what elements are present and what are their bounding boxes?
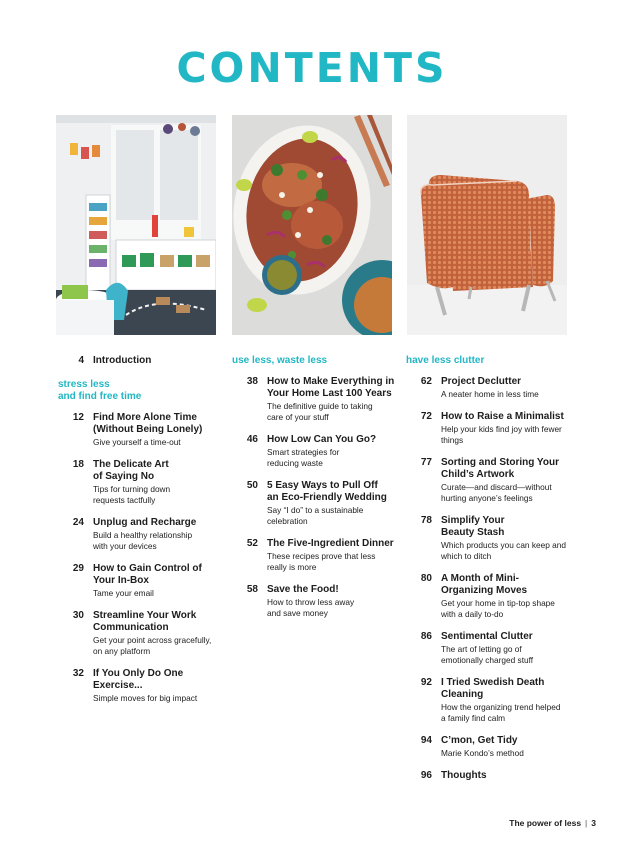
page-title: CONTENTS bbox=[176, 44, 448, 92]
entry-description: How the organizing trend helped a family find calm bbox=[441, 702, 561, 723]
entry-description: Curate—and discard—without hurting anyone’s feelings bbox=[441, 482, 552, 503]
entry-page-number: 62 bbox=[420, 376, 432, 387]
entry-title: Thoughts bbox=[441, 770, 487, 781]
entry-description: Say “I do” to a sustainable celebration bbox=[267, 505, 364, 526]
entry-title: Simplify Your Beauty Stash bbox=[441, 515, 505, 538]
entry-title: How to Make Everything in Your Home Last 100 Years bbox=[267, 376, 395, 399]
entry-page-number: 30 bbox=[72, 610, 84, 621]
entry-page-number: 77 bbox=[420, 457, 432, 468]
toc-entry[interactable] bbox=[66, 668, 226, 704]
entry-page-number: 72 bbox=[420, 411, 432, 422]
entry-description: Tame your email bbox=[93, 588, 154, 598]
entry-title: How to Raise a Minimalist bbox=[441, 411, 564, 422]
toc-entry[interactable] bbox=[414, 457, 574, 504]
toc-entry[interactable] bbox=[240, 434, 400, 469]
entry-title: The Delicate Art of Saying No bbox=[93, 459, 169, 482]
section-heading: stress less and find free time bbox=[58, 379, 142, 402]
footer-magazine-title: The power of less bbox=[509, 818, 582, 828]
entry-page-number: 58 bbox=[246, 584, 258, 595]
toc-entry[interactable] bbox=[414, 631, 574, 666]
section-heading: have less clutter bbox=[406, 355, 485, 366]
toc-entry[interactable] bbox=[66, 459, 226, 506]
toc-entry[interactable] bbox=[66, 563, 226, 599]
entry-description: The art of letting go of emotionally charged stuff bbox=[441, 644, 534, 665]
entry-description: Help your kids find joy with fewer things bbox=[441, 424, 562, 445]
toc-entry[interactable] bbox=[414, 573, 574, 620]
entry-page-number: 52 bbox=[246, 538, 258, 549]
entry-title: If You Only Do One Exercise... bbox=[93, 668, 184, 691]
entry-title: Save the Food! bbox=[267, 584, 339, 595]
entry-description: Build a healthy relationship with your devices bbox=[93, 530, 193, 551]
toc-column-1 bbox=[58, 355, 226, 715]
entry-description: How to throw less away and save money bbox=[267, 597, 355, 618]
toc-entry[interactable] bbox=[414, 677, 574, 724]
footer-divider: | bbox=[585, 818, 588, 828]
entry-page-number: 94 bbox=[420, 735, 432, 746]
entry-description: A neater home in less time bbox=[441, 389, 539, 399]
entry-title: I Tried Swedish Death Cleaning bbox=[441, 677, 545, 700]
section-heading: use less, waste less bbox=[232, 355, 328, 366]
entry-description: Smart strategies for reducing waste bbox=[267, 447, 340, 468]
kids-playroom-photo bbox=[56, 115, 216, 335]
entry-page-number: 12 bbox=[72, 412, 84, 423]
entry-page-number: 50 bbox=[246, 480, 258, 491]
entry-description: The definitive guide to taking care of your stuff bbox=[267, 401, 373, 422]
entry-title: Sentimental Clutter bbox=[441, 631, 533, 642]
entry-page-number: 24 bbox=[72, 517, 84, 528]
toc-entry[interactable] bbox=[66, 412, 226, 448]
entry-description: Simple moves for big impact bbox=[93, 693, 198, 703]
entry-title: The Five-Ingredient Dinner bbox=[267, 538, 394, 549]
entry-title: A Month of Mini- Organizing Moves bbox=[441, 573, 528, 596]
entry-description: Get your home in tip-top shape with a daily to-do bbox=[441, 598, 555, 619]
entry-page-number: 32 bbox=[72, 668, 84, 679]
entry-title: How to Gain Control of Your In-Box bbox=[93, 563, 202, 586]
entry-title: Unplug and Recharge bbox=[93, 517, 197, 528]
toc-entry[interactable] bbox=[414, 376, 574, 400]
toc-entry[interactable] bbox=[414, 515, 574, 562]
toc-entry[interactable] bbox=[414, 411, 574, 446]
entry-page-number: 29 bbox=[72, 563, 84, 574]
entry-page-number: 4 bbox=[78, 355, 84, 366]
toc-column-2 bbox=[232, 355, 400, 630]
toc-entry[interactable] bbox=[240, 376, 400, 423]
entry-page-number: 80 bbox=[420, 573, 432, 584]
entry-description: Tips for turning down requests tactfully bbox=[93, 484, 171, 505]
toc-column-3 bbox=[406, 355, 574, 793]
bubble-wrapped-armchair-photo bbox=[407, 115, 567, 335]
page-footer bbox=[509, 818, 596, 828]
toc-entry[interactable] bbox=[414, 735, 574, 759]
toc-entry[interactable] bbox=[66, 355, 226, 367]
entry-page-number: 86 bbox=[420, 631, 432, 642]
entry-title: Project Declutter bbox=[441, 376, 522, 387]
entry-description: Marie Kondo’s method bbox=[441, 748, 524, 758]
entry-page-number: 38 bbox=[246, 376, 258, 387]
entry-title: C’mon, Get Tidy bbox=[441, 735, 518, 746]
entry-description: Get your point across gracefully, on any platform bbox=[93, 635, 212, 656]
toc-entry[interactable] bbox=[66, 517, 226, 552]
toc-entry[interactable] bbox=[414, 770, 574, 782]
entry-title: Introduction bbox=[93, 355, 152, 366]
entry-title: Streamline Your Work Communication bbox=[93, 610, 197, 633]
entry-page-number: 78 bbox=[420, 515, 432, 526]
footer-page-number: 3 bbox=[591, 818, 596, 828]
entry-page-number: 96 bbox=[420, 770, 432, 781]
toc-entry[interactable] bbox=[240, 584, 400, 619]
entry-title: Sorting and Storing Your Child’s Artwork bbox=[441, 457, 559, 480]
toc-entry[interactable] bbox=[240, 538, 400, 573]
entry-page-number: 18 bbox=[72, 459, 84, 470]
salad-platter-photo bbox=[232, 115, 392, 335]
entry-title: How Low Can You Go? bbox=[267, 434, 377, 445]
entry-description: Give yourself a time-out bbox=[93, 437, 181, 447]
entry-page-number: 92 bbox=[420, 677, 432, 688]
entry-title: 5 Easy Ways to Pull Off an Eco-Friendly Wedding bbox=[267, 480, 387, 503]
entry-page-number: 46 bbox=[246, 434, 258, 445]
entry-description: Which products you can keep and which to ditch bbox=[441, 540, 566, 561]
entry-title: Find More Alone Time (Without Being Lonely) bbox=[93, 412, 203, 435]
toc-entry[interactable] bbox=[66, 610, 226, 657]
toc-entry[interactable] bbox=[240, 480, 400, 527]
entry-description: These recipes prove that less really is more bbox=[267, 551, 376, 572]
